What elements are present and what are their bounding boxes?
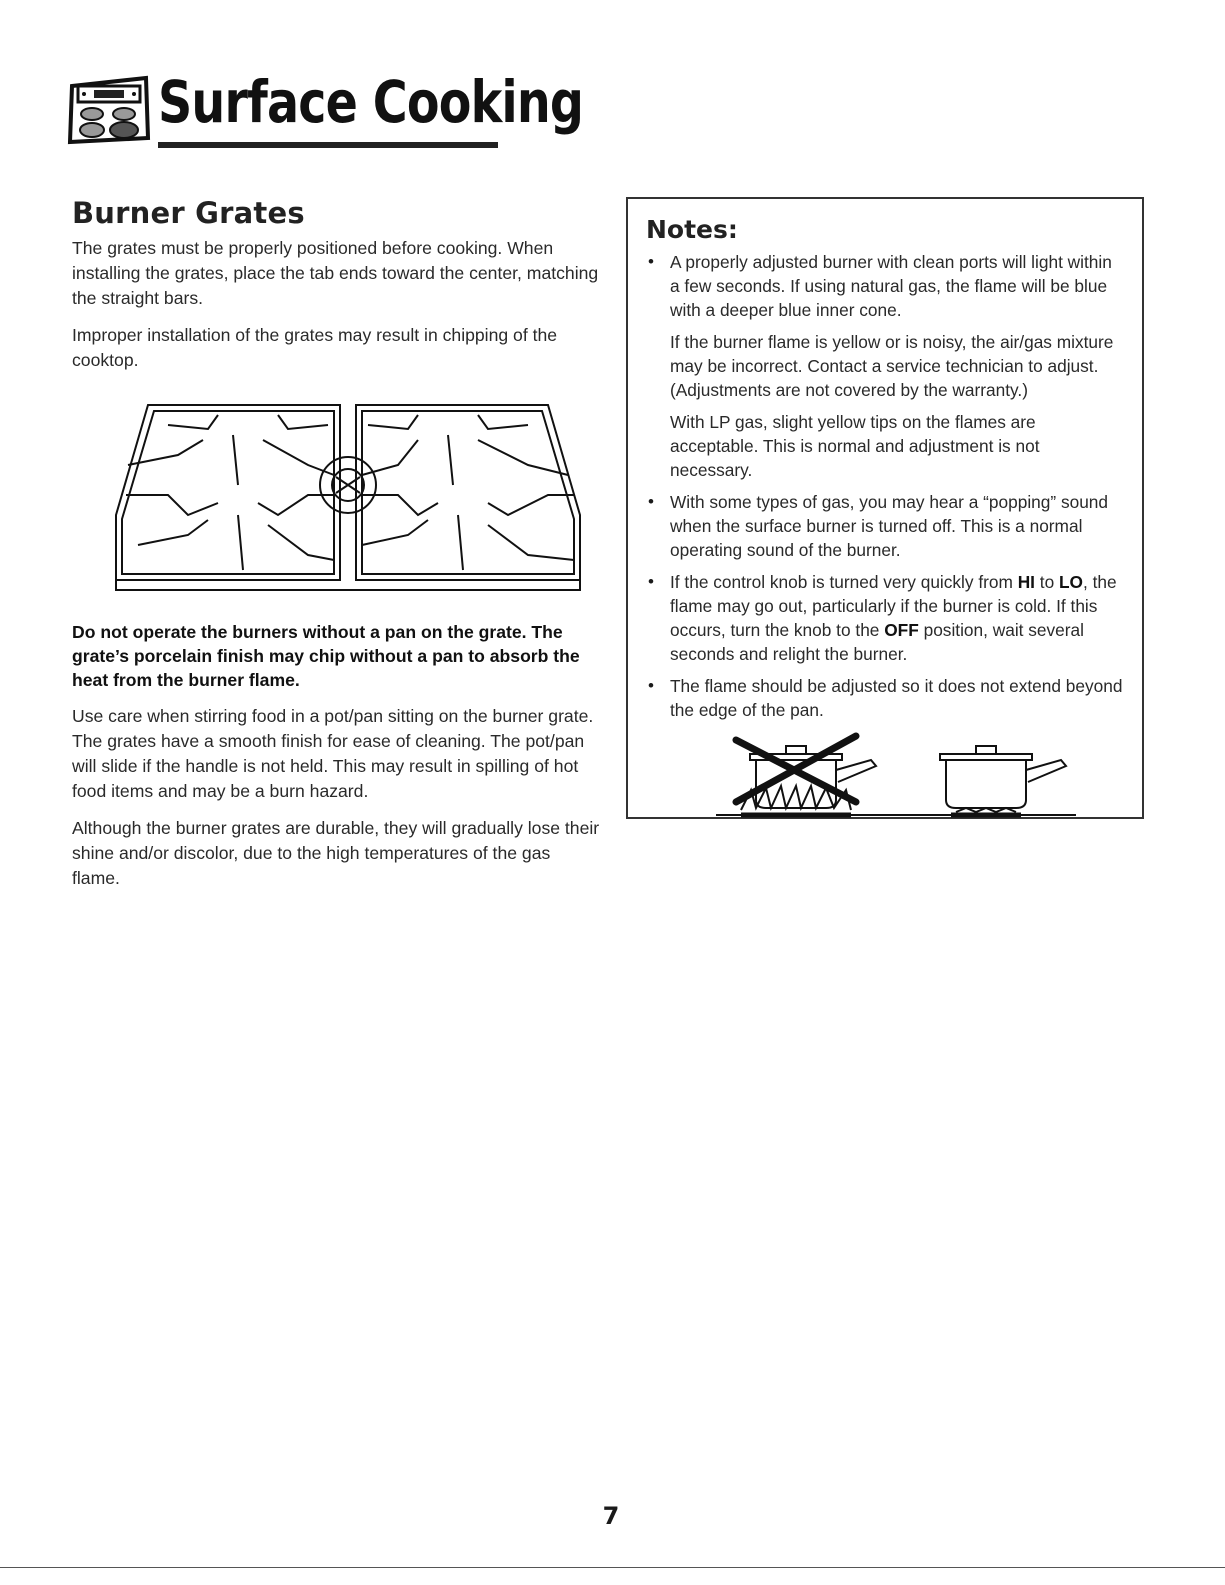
list-item	[646, 490, 1126, 562]
note-text: With some types of gas, you may hear a “popping” sound when the surface burner is turned off. This is a normal operating sound of the burner.	[670, 492, 1109, 560]
page-number: 7	[602, 1502, 620, 1530]
notes-box	[626, 197, 1144, 819]
notes-title: Notes:	[646, 215, 738, 244]
notes-list	[646, 250, 1126, 722]
note-text-part: position, wait several seconds and relight the burner.	[670, 620, 1084, 664]
list-item	[646, 570, 1126, 666]
bullet: •	[648, 252, 654, 271]
warning-paragraph: Do not operate the burners without a pan on the grate. The grate’s porcelain finish may chip without a pan to absorb the heat from the burner flame.	[72, 622, 580, 690]
off-setting: OFF	[884, 620, 919, 640]
note-text: The flame should be adjusted so it does not extend beyond the edge of the pan.	[670, 676, 1123, 720]
title-underline	[158, 142, 498, 148]
bullet: •	[648, 572, 654, 591]
page-header	[66, 62, 584, 152]
note-text: With LP gas, slight yellow tips on the flames are acceptable. This is normal and adjustment is not necessary.	[670, 412, 1040, 480]
cooktop-icon	[66, 72, 152, 146]
list-item	[646, 250, 1126, 482]
hi-setting: HI	[1017, 572, 1035, 592]
discoloration-paragraph: Although the burner grates are durable, they will gradually lose their shine and/or discolor, due to the high temperatures of the gas flame.	[72, 818, 600, 888]
burner-grates-illustration	[108, 395, 588, 595]
burner-grates-section	[72, 196, 602, 903]
note-text: A properly adjusted burner with clean ports will light within a few seconds. If using natural gas, the flame will be blue with a deeper blue inner cone.	[670, 252, 1112, 320]
bullet: •	[648, 492, 654, 511]
grates-installation-paragraph: Improper installation of the grates may result in chipping of the cooktop.	[72, 325, 558, 370]
flame-adjustment-illustration	[656, 730, 1096, 820]
note-text-part: , the flame may go out, particularly if the burner is cold. If this occurs, turn the knob to the	[670, 572, 1117, 640]
bullet: •	[648, 676, 654, 695]
lo-setting: LO	[1059, 572, 1083, 592]
page-title: Surface Cooking	[158, 68, 584, 136]
list-item	[646, 674, 1126, 722]
section-heading: Burner Grates	[72, 196, 305, 230]
note-text	[670, 570, 1126, 666]
note-text: If the burner flame is yellow or is noisy, the air/gas mixture may be incorrect. Contact a service technician to adjust. (Adjustments are not covered by the warranty.)	[670, 332, 1114, 400]
grates-positioning-paragraph: The grates must be properly positioned before cooking. When installing the grates, place the tab ends toward the center, matching the straight bars.	[72, 238, 599, 308]
note-text-part: to	[1034, 572, 1059, 592]
note-text-part: If the control knob is turned very quickly from	[670, 572, 1018, 592]
bottom-divider	[0, 1567, 1225, 1568]
stirring-caution-paragraph: Use care when stirring food in a pot/pan sitting on the burner grate. The grates have a smooth finish for ease of cleaning. The pot/pan will slide if the handle is not held. This may result in spilling of hot food items and may be a burn hazard.	[72, 706, 594, 801]
